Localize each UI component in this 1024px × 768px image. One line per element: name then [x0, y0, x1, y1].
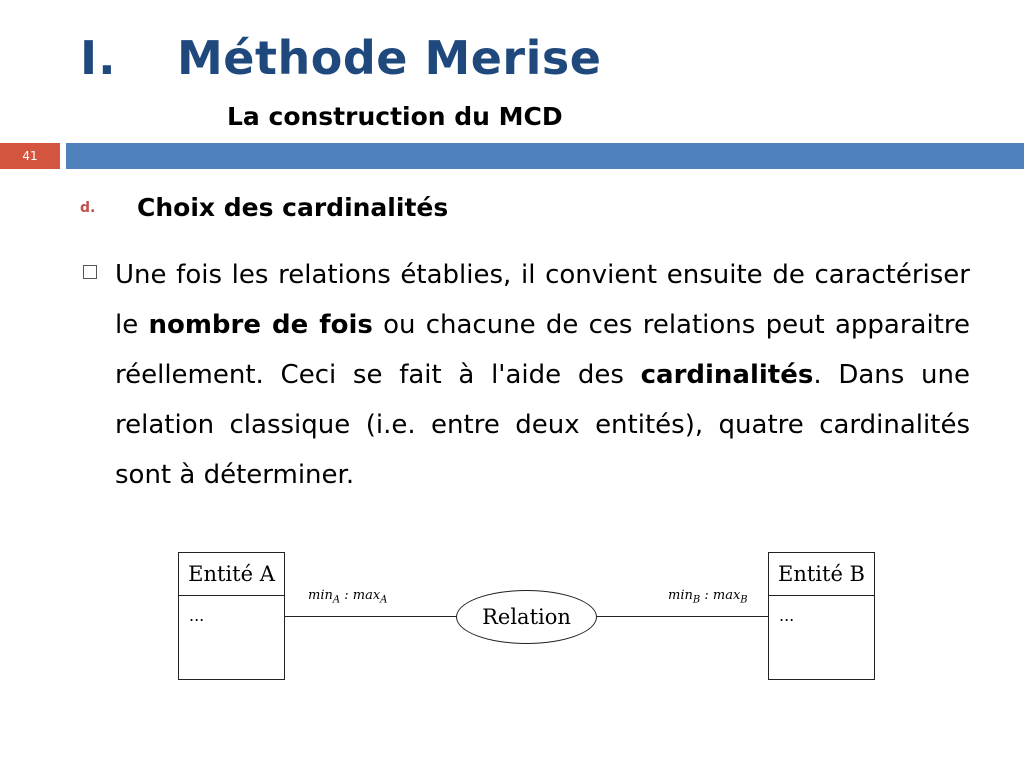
bullet-paragraph: Une fois les relations établies, il convient ensuite de caractériser le nombre de fois ou chacune de ces relations peut apparaitre réellement. Ceci se fait à l'aide des cardinalités. Dans une relation classique (i.e. entre deux entités), quatre cardinalités sont à déterminer. [115, 260, 971, 490]
section-heading [80, 193, 448, 222]
slide-title [80, 26, 601, 90]
slide-subtitle: La construction du MCD [227, 102, 563, 131]
bullet-item [80, 250, 970, 500]
title-number: I. [80, 31, 117, 85]
accent-bar [66, 143, 1024, 169]
entity-b-name: Entité B [769, 553, 874, 596]
cardinality-a: $\min_A$ : $\max_A$ [308, 588, 388, 606]
relation-ellipse: Relation [456, 590, 597, 644]
entity-b-attributes: ... [779, 606, 795, 625]
entity-a-attributes: ... [189, 606, 205, 625]
entity-a-box [178, 552, 285, 680]
connector-left [285, 616, 457, 617]
cardinality-b: $\min_B$ : $\max_B$ [668, 588, 748, 606]
bold-nombre-de-fois: nombre de fois [148, 310, 373, 340]
slide-number: 41 [0, 143, 60, 169]
section-title: Choix des cardinalités [137, 193, 449, 222]
entity-b-box [768, 552, 875, 680]
section-marker: d. [80, 199, 96, 216]
entity-a-name: Entité A [179, 553, 284, 596]
square-bullet-icon [83, 265, 97, 279]
title-text: Méthode Merise [177, 31, 602, 85]
cardinality-diagram [178, 552, 878, 682]
bold-cardinalites: cardinalités [640, 360, 814, 390]
connector-right [596, 616, 768, 617]
header-bar [0, 143, 1024, 169]
